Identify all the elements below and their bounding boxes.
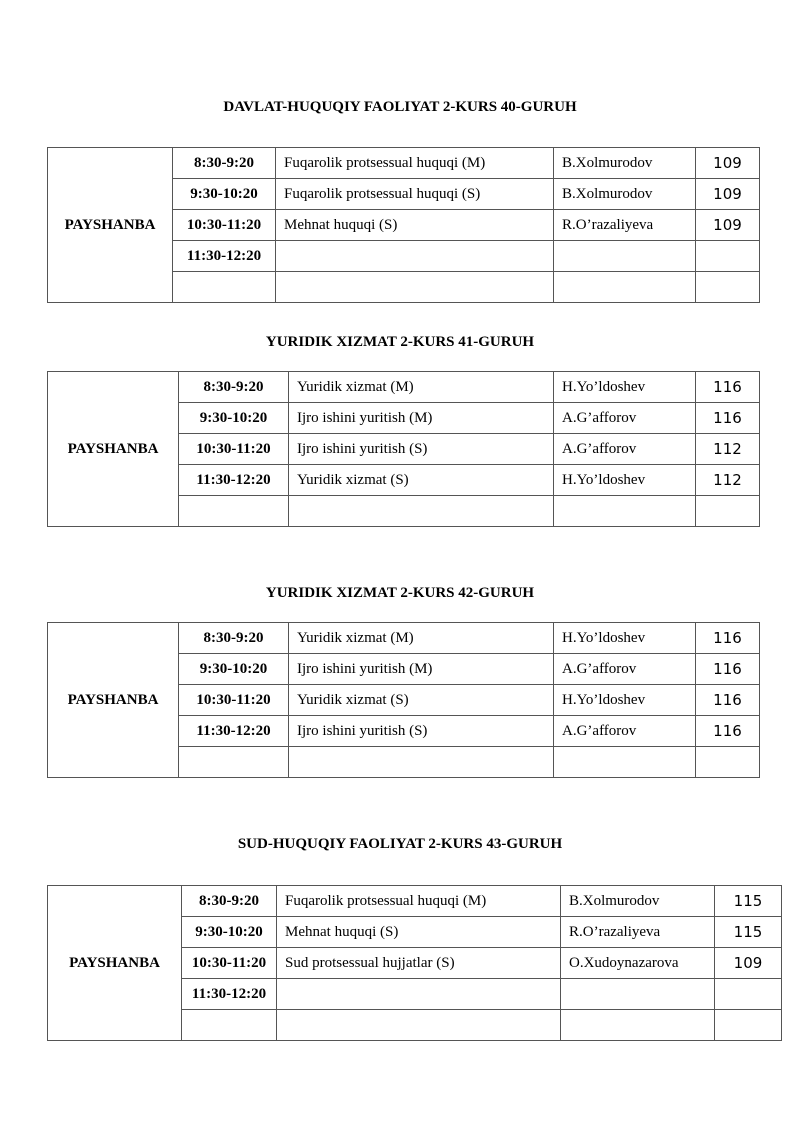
teacher-cell (554, 747, 696, 778)
section-title: SUD-HUQUQIY FAOLIYAT 2-KURS 43-GURUH (237, 836, 563, 852)
time-cell: 10:30-11:20 (179, 434, 289, 465)
table-row (48, 372, 760, 403)
table-row (48, 886, 782, 917)
time-cell: 9:30-10:20 (173, 179, 276, 210)
subject-cell: Ijro ishini yuritish (S) (289, 434, 554, 465)
room-cell (715, 1010, 782, 1041)
subject-cell (289, 747, 554, 778)
room-cell (696, 496, 760, 527)
subject-cell: Fuqarolik protsessual huquqi (M) (277, 886, 561, 917)
teacher-cell: A.G’afforov (554, 403, 696, 434)
subject-cell: Ijro ishini yuritish (S) (289, 716, 554, 747)
subject-cell: Yuridik xizmat (M) (289, 623, 554, 654)
time-cell: 11:30-12:20 (179, 465, 289, 496)
subject-cell (289, 496, 554, 527)
teacher-cell: B.Xolmurodov (554, 179, 696, 210)
subject-cell: Fuqarolik protsessual huquqi (S) (276, 179, 554, 210)
teacher-cell: H.Yo’ldoshev (554, 623, 696, 654)
section-title: YURIDIK XIZMAT 2-KURS 41-GURUH (265, 334, 535, 350)
room-cell: 116 (696, 654, 760, 685)
day-cell: PAYSHANBA (48, 372, 179, 527)
time-cell: 9:30-10:20 (179, 403, 289, 434)
room-cell: 115 (715, 886, 782, 917)
teacher-cell: H.Yo’ldoshev (554, 372, 696, 403)
subject-cell: Mehnat huquqi (S) (276, 210, 554, 241)
time-cell: 10:30-11:20 (182, 948, 277, 979)
room-cell: 109 (715, 948, 782, 979)
time-cell (179, 496, 289, 527)
subject-cell: Sud protsessual hujjatlar (S) (277, 948, 561, 979)
teacher-cell: H.Yo’ldoshev (554, 685, 696, 716)
room-cell (715, 979, 782, 1010)
time-cell (182, 1010, 277, 1041)
subject-cell (276, 272, 554, 303)
teacher-cell: A.G’afforov (554, 716, 696, 747)
room-cell: 116 (696, 716, 760, 747)
teacher-cell: B.Xolmurodov (561, 886, 715, 917)
time-cell: 9:30-10:20 (182, 917, 277, 948)
time-cell: 10:30-11:20 (179, 685, 289, 716)
room-cell: 109 (696, 210, 760, 241)
time-cell: 8:30-9:20 (179, 623, 289, 654)
schedule-table (47, 371, 760, 527)
subject-cell (277, 979, 561, 1010)
subject-cell: Ijro ishini yuritish (M) (289, 654, 554, 685)
time-cell: 8:30-9:20 (173, 148, 276, 179)
day-cell: PAYSHANBA (48, 148, 173, 303)
teacher-cell: A.G’afforov (554, 434, 696, 465)
subject-cell: Yuridik xizmat (S) (289, 465, 554, 496)
teacher-cell: A.G’afforov (554, 654, 696, 685)
room-cell: 109 (696, 148, 760, 179)
schedule-table (47, 622, 760, 778)
teacher-cell: O.Xudoynazarova (561, 948, 715, 979)
subject-cell: Yuridik xizmat (S) (289, 685, 554, 716)
subject-cell: Mehnat huquqi (S) (277, 917, 561, 948)
table-row (48, 148, 760, 179)
room-cell: 112 (696, 465, 760, 496)
time-cell: 11:30-12:20 (179, 716, 289, 747)
time-cell: 11:30-12:20 (182, 979, 277, 1010)
room-cell: 116 (696, 403, 760, 434)
day-cell: PAYSHANBA (48, 886, 182, 1041)
time-cell: 8:30-9:20 (179, 372, 289, 403)
time-cell: 11:30-12:20 (173, 241, 276, 272)
room-cell: 116 (696, 685, 760, 716)
subject-cell: Yuridik xizmat (M) (289, 372, 554, 403)
room-cell: 116 (696, 372, 760, 403)
teacher-cell (554, 272, 696, 303)
subject-cell: Fuqarolik protsessual huquqi (M) (276, 148, 554, 179)
room-cell: 115 (715, 917, 782, 948)
room-cell: 109 (696, 179, 760, 210)
teacher-cell: H.Yo’ldoshev (554, 465, 696, 496)
room-cell: 116 (696, 623, 760, 654)
subject-cell: Ijro ishini yuritish (M) (289, 403, 554, 434)
teacher-cell: R.O’razaliyeva (561, 917, 715, 948)
table-row (48, 623, 760, 654)
time-cell (179, 747, 289, 778)
time-cell: 8:30-9:20 (182, 886, 277, 917)
time-cell: 10:30-11:20 (173, 210, 276, 241)
section-title: DAVLAT-HUQUQIY FAOLIYAT 2-KURS 40-GURUH (223, 99, 577, 115)
teacher-cell: B.Xolmurodov (554, 148, 696, 179)
room-cell (696, 747, 760, 778)
time-cell: 9:30-10:20 (179, 654, 289, 685)
section-title: YURIDIK XIZMAT 2-KURS 42-GURUH (265, 585, 535, 601)
subject-cell (277, 1010, 561, 1041)
schedule-table (47, 885, 782, 1041)
teacher-cell (554, 496, 696, 527)
teacher-cell: R.O’razaliyeva (554, 210, 696, 241)
teacher-cell (561, 1010, 715, 1041)
room-cell (696, 241, 760, 272)
teacher-cell (561, 979, 715, 1010)
room-cell: 112 (696, 434, 760, 465)
subject-cell (276, 241, 554, 272)
schedule-table (47, 147, 760, 303)
room-cell (696, 272, 760, 303)
teacher-cell (554, 241, 696, 272)
time-cell (173, 272, 276, 303)
day-cell: PAYSHANBA (48, 623, 179, 778)
